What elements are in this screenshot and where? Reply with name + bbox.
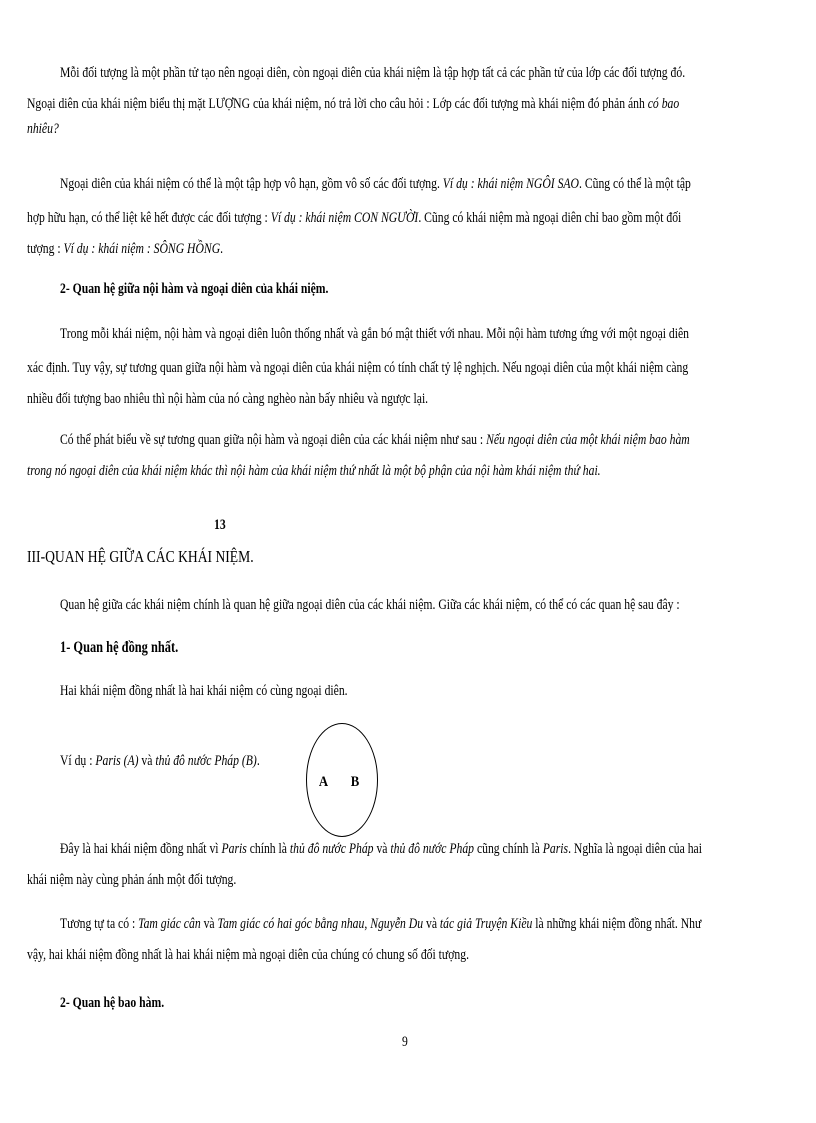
example-line: Ví dụ : Paris (A) và thủ đô nước Pháp (B). <box>60 753 260 769</box>
paragraph-extension-types-cont: hợp hữu hạn, có thể liệt kê hết được các đối tượng : Ví dụ : khái niệm CON NGƯỜI. Cũng có khái niệm mà ngoại diên chỉ bao gồm một đối tượng : Ví dụ : khái niệm : SÔNG HỒNG. <box>27 210 682 257</box>
paragraph-extension-types: Ngoại diên của khái niệm có thể là một tập hợp vô hạn, gồm vô số các đối tượng. Ví dụ : khái niệm NGÔI SAO. Cũng có thể là một tập <box>60 176 691 192</box>
paragraph-relations-intro: Quan hệ giữa các khái niệm chính là quan hệ giữa ngoại diên của các khái niệm. Giữa các khái niệm, có thể có các quan hệ sau đây : <box>60 597 680 613</box>
page-marker: 13 <box>214 517 226 533</box>
page-number: 9 <box>402 1034 408 1050</box>
diagram-label-a: A <box>318 774 329 790</box>
paragraph-inverse-relation-cont: xác định. Tuy vậy, sự tương quan giữa nội hàm và ngoại diên của khái niệm có tính chất tỷ lệ nghịch. Nếu ngoại diên của một khái niệm càng nhiều đối tượng bao nhiêu thì nội hàm của nó càng nghèo nàn bấy nhiêu và ngược lại. <box>27 360 689 407</box>
identity-circle-diagram <box>306 723 378 837</box>
paragraph-identity-explanation: Đây là hai khái niệm đồng nhất vì Paris chính là thủ đô nước Pháp và thủ đô nước Pháp cũng chính là Paris. Nghĩa là ngoại diên của hai <box>60 841 702 857</box>
paragraph-extension-definition-cont: Ngoại diên của khái niệm biểu thị mặt LƯỢNG của khái niệm, nó trả lời cho câu hỏi : Lớp các đối tượng mà khái niệm đó phản ánh có bao nhiêu? <box>27 96 680 137</box>
paragraph-extension-definition: Mỗi đối tượng là một phần tử tạo nên ngoại diên, còn ngoại diên của khái niệm là tập hợp tất cả các phần tử của lớp các đối tượng đó. <box>60 65 686 81</box>
section-title: III-QUAN HỆ GIỮA CÁC KHÁI NIỆM. <box>27 547 254 566</box>
heading-inclusion-relation: 2- Quan hệ bao hàm. <box>60 995 165 1011</box>
paragraph-identity-examples: Tương tự ta có : Tam giác cân và Tam giác có hai góc bằng nhau, Nguyễn Du và tác giả Truyện Kiều là những khái niệm đồng nhất. Như <box>60 916 702 932</box>
paragraph-statement-cont: trong nó ngoại diên của khái niệm khác thì nội hàm của khái niệm thứ nhất là một bộ phận của nội hàm khái niệm thứ hai. <box>27 463 601 479</box>
paragraph-statement: Có thể phát biểu về sự tương quan giữa nội hàm và ngoại diên của các khái niệm như sau : Nếu ngoại diên của một khái niệm bao hàm <box>60 432 690 448</box>
heading-identity-relation: 1- Quan hệ đồng nhất. <box>60 639 179 656</box>
paragraph-identity-definition: Hai khái niệm đồng nhất là hai khái niệm có cùng ngoại diên. <box>60 683 348 699</box>
paragraph-identity-examples-cont: vậy, hai khái niệm đồng nhất là hai khái niệm mà ngoại diên của chúng có chung số đối tượng. <box>27 947 469 963</box>
paragraph-identity-explanation-cont: khái niệm này cùng phản ánh một đối tượng. <box>27 872 237 888</box>
diagram-label-b: B <box>350 774 360 790</box>
paragraph-inverse-relation: Trong mỗi khái niệm, nội hàm và ngoại diên luôn thống nhất và gắn bó mật thiết với nhau. Mỗi nội hàm tương ứng với một ngoại diên <box>60 326 690 342</box>
heading-intension-extension-relation: 2- Quan hệ giữa nội hàm và ngoại diên của khái niệm. <box>60 281 329 297</box>
